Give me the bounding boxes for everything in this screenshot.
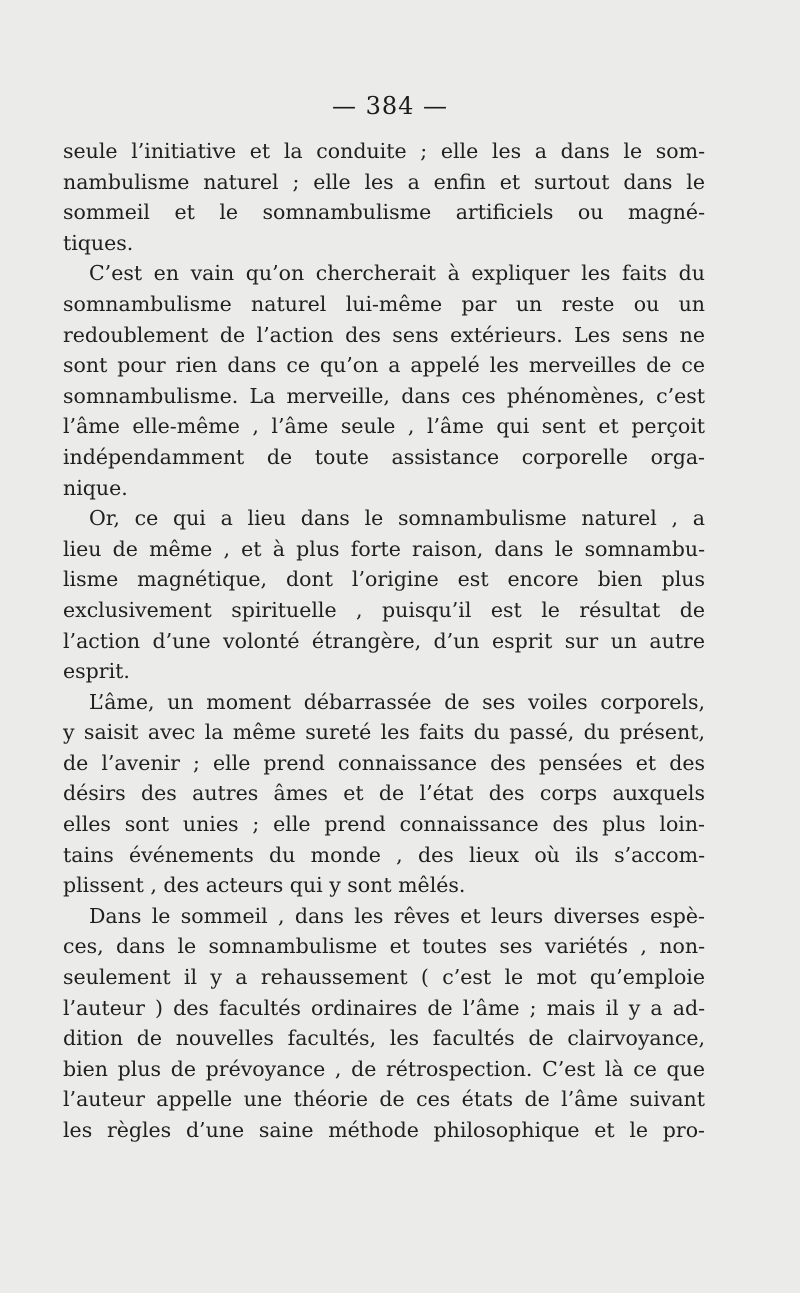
text-line: ces, dans le somnambulisme et toutes ses variétés , non-: [63, 934, 705, 959]
text-line: C’est en vain qu’on chercherait à expliquer les faits du: [89, 261, 705, 286]
text-line: indépendamment de toute assistance corporelle orga-: [63, 444, 705, 469]
text-line: tiques.: [63, 230, 134, 255]
text-line: y saisit avec la même sureté les faits du passé, du présent,: [63, 720, 705, 745]
text-line: dition de nouvelles facultés, les facultés de clairvoyance,: [63, 1026, 705, 1051]
text-line: plissent , des acteurs qui y sont mêlés.: [63, 873, 466, 898]
text-line: somnambulisme naturel lui-même par un reste ou un: [63, 291, 705, 316]
text-line: elles sont unies ; elle prend connaissance des plus loin-: [63, 812, 705, 837]
text-line: sommeil et le somnambulisme artificiels ou magné-: [63, 200, 705, 225]
text-line: redoublement de l’action des sens extérieurs. Les sens ne: [63, 322, 705, 347]
text-line: Or, ce qui a lieu dans le somnambulisme naturel , a: [89, 506, 705, 531]
text-line: seulement il y a rehaussement ( c’est le mot qu’emploie: [63, 965, 705, 990]
body-text: [63, 136, 705, 1146]
text-line: de l’avenir ; elle prend connaissance des pensées et des: [63, 750, 705, 775]
text-line: lisme magnétique, dont l’origine est encore bien plus: [63, 567, 705, 592]
text-line: esprit.: [63, 659, 130, 684]
text-line: seule l’initiative et la conduite ; elle les a dans le som-: [63, 139, 705, 163]
text-line: lieu de même , et à plus forte raison, dans le somnambu-: [63, 536, 705, 561]
text-line: exclusivement spirituelle , puisqu’il est le résultat de: [63, 597, 705, 622]
text-line: nique.: [63, 475, 128, 500]
text-line: les règles d’une saine méthode philosophique et le pro-: [63, 1118, 705, 1142]
text-line: sont pour rien dans ce qu’on a appelé les merveilles de ce: [63, 353, 705, 378]
text-line: l’auteur appelle une théorie de ces états de l’âme suivant: [63, 1087, 705, 1112]
text-line: nambulisme naturel ; elle les a enfin et surtout dans le: [63, 169, 705, 194]
page-number: — 384 —: [331, 92, 449, 120]
text-line: désirs des autres âmes et de l’état des corps auxquels: [63, 781, 705, 806]
text-line: l’âme elle-même , l’âme seule , l’âme qui sent et perçoit: [63, 414, 705, 439]
text-line: L’âme, un moment débarrassée de ses voiles corporels,: [89, 689, 705, 714]
text-line: Dans le sommeil , dans les rêves et leurs diverses espè-: [89, 903, 705, 928]
text-line: l’action d’une volonté étrangère, d’un esprit sur un autre: [63, 628, 705, 653]
text-line: tains événements du monde , des lieux où ils s’accom-: [63, 842, 705, 867]
text-line: somnambulisme. La merveille, dans ces phénomènes, c’est: [63, 383, 705, 408]
text-line: l’auteur ) des facultés ordinaires de l’âme ; mais il y a ad-: [63, 995, 705, 1020]
text-line: bien plus de prévoyance , de rétrospection. C’est là ce que: [63, 1056, 705, 1081]
